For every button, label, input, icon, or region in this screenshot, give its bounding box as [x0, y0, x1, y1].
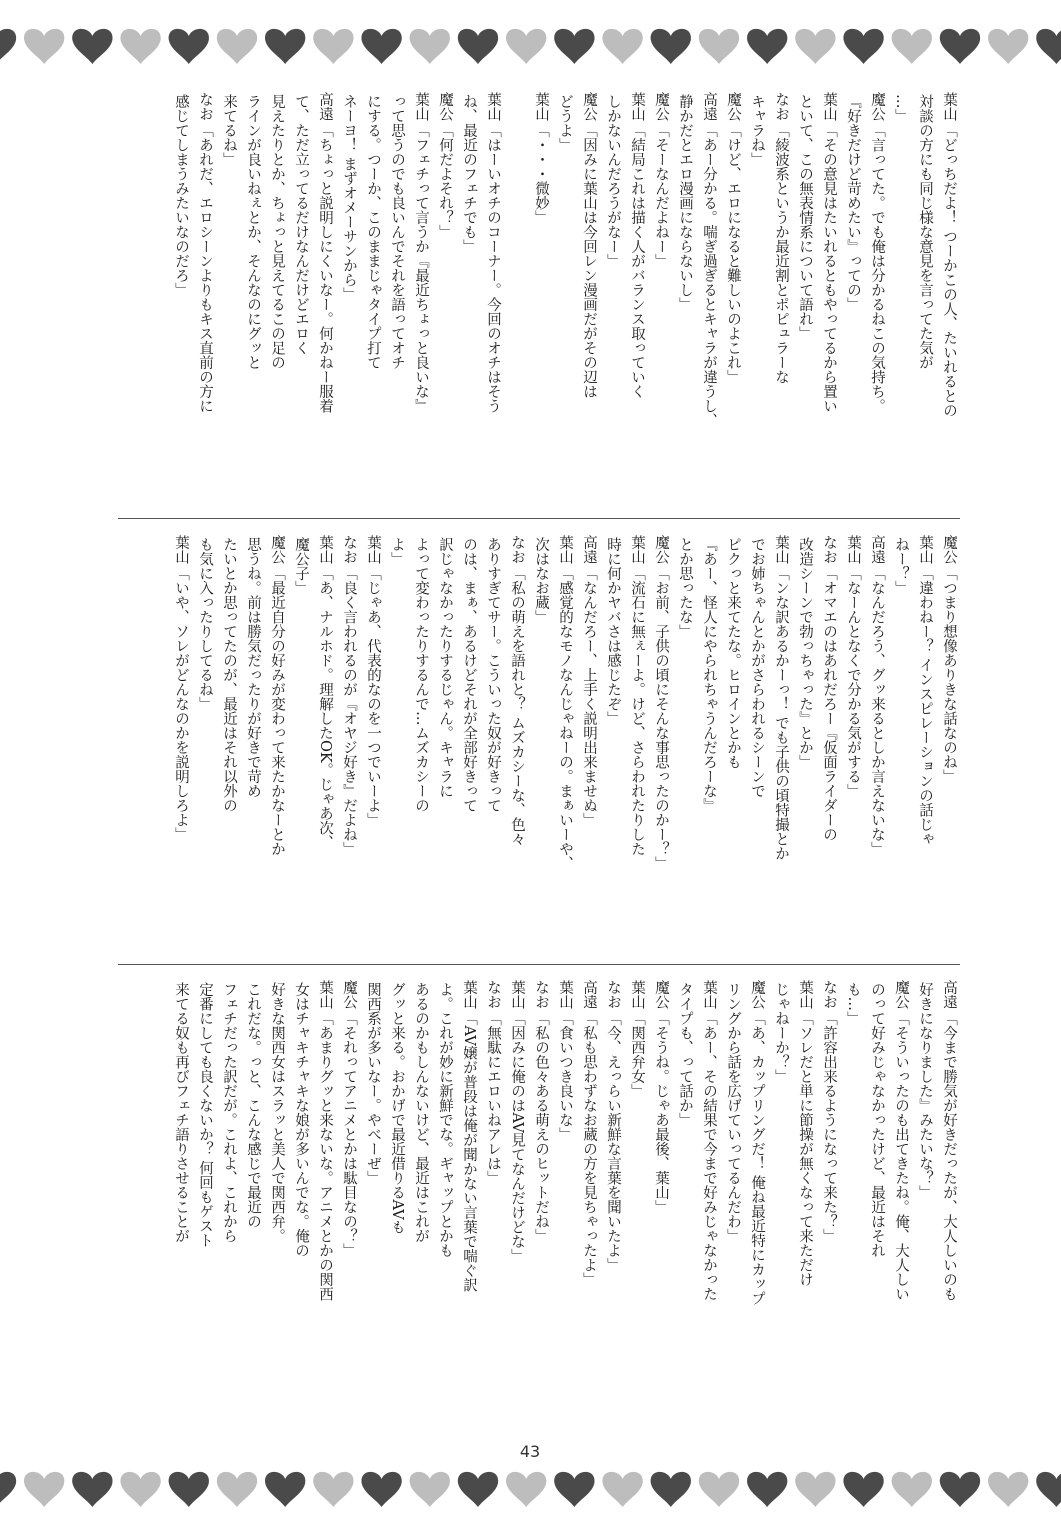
dialogue-line	[482, 535, 504, 947]
dialogue-text: 「どっちだよ！ つーかこの人、たいれるとの	[941, 123, 957, 418]
dialogue-line	[890, 980, 912, 1420]
heart-icon	[217, 29, 257, 64]
dialogue-line	[530, 980, 552, 1420]
dialogue-line	[410, 535, 432, 947]
dialogue-line	[530, 92, 552, 504]
speaker-name: 葉山	[413, 92, 429, 121]
dialogue-text: 「その意見はたいれるともやってるから置い	[821, 123, 837, 413]
dialogue-line	[770, 535, 792, 947]
dialogue-line	[674, 535, 696, 947]
speaker-name: 魔公	[437, 92, 453, 121]
dialogue-line	[242, 980, 264, 1420]
dialogue-text: も気に入ったりしてるね」	[197, 537, 213, 711]
speaker-name: 魔公	[749, 980, 765, 1009]
speaker-name: 葉山	[485, 92, 501, 121]
dialogue-text: 「良く言われるのが『オヤジ好き』だよね」	[341, 566, 357, 856]
dialogue-text: 「お前、子供の頃にそんな事思ったのかー？」	[653, 566, 669, 871]
dialogue-line	[818, 980, 840, 1420]
dialogue-line	[746, 92, 768, 504]
heart-icon	[506, 29, 546, 64]
dialogue-text: 「はーいオチのコーナー。今回のオチはそう	[485, 123, 501, 413]
dialogue-line	[842, 980, 864, 1420]
dialogue-text: 「オマエのはあれだろー『仮面ライダーの	[821, 566, 837, 842]
dialogue-text: タイプも、って話か」	[677, 982, 693, 1127]
heart-icon	[699, 29, 739, 64]
speaker-name: なお	[533, 980, 549, 1009]
speaker-name: 葉山	[461, 980, 477, 1009]
heart-icon	[651, 1472, 691, 1507]
dialogue-line	[914, 980, 936, 1420]
heart-icon	[506, 1472, 546, 1507]
speaker-name: 葉山	[557, 535, 573, 564]
dialogue-text: って思うのでも良いんでそれを語ってオチ	[389, 94, 405, 370]
dialogue-text: ネーヨ！ まずオメーサンから」	[341, 94, 357, 302]
heart-icon	[217, 1472, 257, 1507]
dialogue-text: のって好みじゃなかったけど、最近はそれ	[869, 982, 885, 1258]
dialogue-text: ピクっと来てたな。ヒロインとかも	[725, 537, 741, 769]
dialogue-text: 「あ、ナルホド。理解したOK。じゃあ次、	[317, 566, 333, 850]
speaker-name: なお	[773, 92, 789, 121]
dialogue-text: 「じゃあ、代表的なのを一つでいーよ」	[365, 566, 381, 827]
dialogue-text: 魔公子」	[293, 537, 309, 595]
dialogue-line	[938, 535, 960, 947]
dialogue-text: 女はチャキチャキな娘が多いんでな。俺の	[293, 982, 309, 1258]
speaker-name: 葉山	[629, 980, 645, 1009]
dialogue-line	[506, 980, 528, 1420]
heart-icon	[72, 1472, 112, 1507]
speaker-name: 魔公	[869, 92, 885, 121]
dialogue-line	[194, 92, 216, 504]
speaker-name: 魔公	[269, 535, 285, 564]
dialogue-text: とか思ったな」	[677, 537, 693, 639]
speaker-name: 高遠	[317, 92, 333, 121]
dialogue-line	[266, 535, 288, 947]
heart-icon	[410, 29, 450, 64]
speaker-name: 魔公	[653, 980, 669, 1009]
dialogue-line	[314, 92, 336, 504]
dialogue-text: 感じてしまうみたいなのだろ」	[173, 94, 189, 297]
dialogue-line	[938, 92, 960, 504]
dialogue-line	[554, 92, 576, 504]
dialogue-block-3	[112, 980, 960, 1420]
dialogue-text: 見えたりとか、ちょっと見えてるこの足の	[269, 94, 285, 370]
dialogue-line	[602, 535, 624, 947]
speaker-name: 魔公	[725, 92, 741, 121]
dialogue-line	[650, 980, 672, 1420]
dialogue-line	[290, 980, 312, 1420]
speaker-name: なお	[485, 980, 501, 1009]
dialogue-line	[674, 92, 696, 504]
speaker-name: なお	[509, 535, 525, 564]
dialogue-text: 「食いつき良いな」	[557, 1011, 573, 1142]
heart-icon	[602, 1472, 642, 1507]
dialogue-text: 関西系が多いなー。やべーぜ」	[365, 982, 381, 1185]
section-divider	[118, 518, 960, 519]
dialogue-line	[218, 535, 240, 947]
dialogue-line	[842, 535, 864, 947]
dialogue-text: 「私の色々ある萌えのヒットだね」	[533, 1011, 549, 1243]
dialogue-line	[362, 980, 384, 1420]
dialogue-text: 『好きだけど苛めたい』っての」	[845, 94, 861, 312]
dialogue-text: ね、最近のフェチでも」	[461, 94, 477, 254]
dialogue-text: 「無駄にエロいねアレは」	[485, 1011, 501, 1185]
dialogue-text: 「何だよそれ？」	[437, 123, 453, 239]
heart-icon	[988, 29, 1028, 64]
dialogue-line	[434, 980, 456, 1420]
dialogue-line	[338, 92, 360, 504]
heart-icon	[0, 29, 16, 64]
heart-icon	[120, 29, 160, 64]
dialogue-line	[170, 535, 192, 947]
speaker-name: 葉山	[317, 980, 333, 1009]
speaker-name: 魔公	[941, 535, 957, 564]
speaker-name: 高遠	[701, 92, 717, 121]
heart-border-bottom	[0, 1465, 1061, 1513]
dialogue-line	[338, 535, 360, 947]
dialogue-line	[698, 92, 720, 504]
dialogue-text: フェチだった訳だが。これよ、これから	[221, 982, 237, 1243]
dialogue-line	[410, 92, 432, 504]
dialogue-text: 「なんだろう、グッ来るとしか言えないな」	[869, 566, 885, 856]
speaker-name: なお	[197, 92, 213, 121]
dialogue-block-1	[112, 92, 960, 504]
speaker-name: 高遠	[581, 535, 597, 564]
dialogue-text: …」	[893, 94, 909, 123]
heart-icon	[940, 29, 980, 64]
dialogue-text: 定番にしても良くないか？ 何回もゲスト	[197, 982, 213, 1248]
dialogue-text: 「因みに俺のはAV見てなんだけどな」	[509, 1011, 525, 1264]
dialogue-line	[434, 535, 456, 947]
dialogue-text: どうよ」	[557, 94, 573, 152]
speaker-name: 葉山	[533, 92, 549, 121]
speaker-name: 葉山	[941, 92, 957, 121]
dialogue-line	[266, 92, 288, 504]
heart-icon	[651, 29, 691, 64]
speaker-name: 魔公	[893, 980, 909, 1009]
dialogue-text: 「なーんとなくで分かる気がする」	[845, 566, 861, 798]
section-divider	[118, 964, 960, 965]
dialogue-line	[242, 92, 264, 504]
dialogue-text: 「あまりグッと来ないな。アニメとかの関西	[317, 1011, 333, 1301]
dialogue-line	[650, 92, 672, 504]
speaker-name: なお	[341, 535, 357, 564]
dialogue-line	[578, 980, 600, 1420]
dialogue-text: 「言ってた。でも俺は分かるねこの気持ち。	[869, 123, 885, 413]
speaker-name: 葉山	[629, 535, 645, 564]
dialogue-line	[482, 92, 504, 504]
dialogue-line	[818, 92, 840, 504]
dialogue-text: 「結局これは描く人がバランス取っていく	[629, 123, 645, 399]
dialogue-text: 「あー分かる。喘ぎ過ぎるとキャラが違うし、	[701, 123, 717, 428]
dialogue-line	[386, 92, 408, 504]
dialogue-text: グッと来る。おかげで最近借りるAVも	[389, 982, 405, 1235]
dialogue-line	[890, 92, 912, 504]
dialogue-line	[506, 92, 528, 504]
dialogue-line	[794, 92, 816, 504]
dialogue-text: よ」	[389, 537, 405, 566]
dialogue-line	[866, 980, 888, 1420]
dialogue-text: 「けど、エロになると難しいのよこれ」	[725, 123, 741, 384]
speaker-name: 葉山	[509, 980, 525, 1009]
dialogue-text: キャラね」	[749, 94, 765, 167]
dialogue-line	[242, 535, 264, 947]
heart-icon	[265, 29, 305, 64]
dialogue-text: のは、まぁ、あるけどそれが全部好きって	[461, 537, 477, 813]
heart-icon	[747, 1472, 787, 1507]
dialogue-text: 「因みに葉山は今回レン漫画だがその辺は	[581, 123, 597, 399]
heart-icon	[169, 1472, 209, 1507]
dialogue-line	[722, 535, 744, 947]
dialogue-line	[890, 535, 912, 947]
heart-icon	[313, 29, 353, 64]
dialogue-line	[578, 535, 600, 947]
dialogue-text: あるのかもしんないけど、最近はこれが	[413, 982, 429, 1243]
dialogue-text: 「そうね。じゃあ最後、葉山」	[653, 1011, 669, 1214]
dialogue-text: 「綾波系というか最近割とポピュラーな	[773, 123, 789, 384]
dialogue-text: といて、この無表情系について語れ」	[797, 94, 813, 341]
heart-icon	[843, 1472, 883, 1507]
heart-icon	[0, 1472, 16, 1507]
dialogue-line	[698, 980, 720, 1420]
dialogue-line	[218, 980, 240, 1420]
dialogue-line	[626, 535, 648, 947]
heart-icon	[747, 29, 787, 64]
dialogue-text: 思うね。前は勝気だったりが好きで苛め	[245, 537, 261, 798]
dialogue-text: 「あ、カップリングだ！ 俺ね最近特にカップ	[749, 1011, 765, 1306]
heart-icon	[554, 29, 594, 64]
dialogue-text: 「今、えっらい新鮮な言葉を聞いたよ」	[605, 1011, 621, 1272]
dialogue-line	[794, 535, 816, 947]
dialogue-text: 「関西弁女」	[629, 1011, 645, 1098]
dialogue-line	[914, 535, 936, 947]
heart-icon	[120, 1472, 160, 1507]
heart-icon	[265, 1472, 305, 1507]
dialogue-line	[626, 980, 648, 1420]
dialogue-text: 「ソレだと単に節操が無くなって来ただけ	[797, 1011, 813, 1287]
dialogue-line	[770, 92, 792, 504]
speaker-name: 葉山	[701, 980, 717, 1009]
dialogue-line	[506, 535, 528, 947]
dialogue-text: 「許容出来るようになって来た？」	[821, 1011, 837, 1243]
dialogue-line	[482, 980, 504, 1420]
speaker-name: 葉山	[365, 535, 381, 564]
heart-icon	[361, 1472, 401, 1507]
dialogue-line	[194, 980, 216, 1420]
speaker-name: なお	[821, 980, 837, 1009]
dialogue-line	[458, 92, 480, 504]
dialogue-line	[410, 980, 432, 1420]
dialogue-text: 来てる奴も再びフェチ語りさせることが	[173, 982, 189, 1243]
heart-icon	[699, 1472, 739, 1507]
dialogue-line	[602, 980, 624, 1420]
dialogue-text: リングから話を広げていってるんだわ」	[725, 982, 741, 1243]
dialogue-text: 来てるね」	[221, 94, 237, 167]
heart-icon	[313, 1472, 353, 1507]
dialogue-line	[170, 92, 192, 504]
dialogue-line	[674, 980, 696, 1420]
dialogue-text: 「そういったのも出てきたね。俺、大人しい	[893, 1011, 909, 1301]
dialogue-line	[938, 980, 960, 1420]
dialogue-line	[866, 92, 888, 504]
dialogue-line	[626, 92, 648, 504]
heart-icon	[458, 1472, 498, 1507]
dialogue-text: たいとか思ってたのが、最近はそれ以外の	[221, 537, 237, 813]
speaker-name: 高遠	[941, 980, 957, 1009]
dialogue-block-2	[112, 535, 960, 947]
dialogue-text: 訳じゃなかったりするじゃん。キャラに	[437, 537, 453, 798]
dialogue-line	[746, 980, 768, 1420]
dialogue-text: も…」	[845, 982, 861, 1026]
dialogue-text: よ。これが妙に新鮮でな。ギャップとかも	[437, 982, 453, 1258]
dialogue-line	[554, 980, 576, 1420]
page-number: 43	[519, 1442, 541, 1461]
dialogue-text: 「それってアニメとかは駄目なの？」	[341, 1011, 357, 1258]
dialogue-line	[338, 980, 360, 1420]
dialogue-text: 「つまり想像ありきな話なのね」	[941, 566, 957, 784]
speaker-name: 葉山	[317, 535, 333, 564]
speaker-name: 魔公	[341, 980, 357, 1009]
dialogue-text: 『あー、怪人にやられちゃうんだろーな』	[701, 537, 717, 813]
dialogue-line	[578, 92, 600, 504]
dialogue-line	[530, 535, 552, 947]
dialogue-text: 次はなお蔵」	[533, 537, 549, 624]
speaker-name: 葉山	[821, 92, 837, 121]
dialogue-text: 「最近自分の好みが変わって来たかなーとか	[269, 566, 285, 856]
heart-icon	[795, 29, 835, 64]
speaker-name: 葉山	[629, 92, 645, 121]
dialogue-line	[602, 92, 624, 504]
dialogue-line	[794, 980, 816, 1420]
heart-icon	[940, 1472, 980, 1507]
speaker-name: 魔公	[653, 92, 669, 121]
dialogue-text: 「流石に無ぇーよ。けど、さらわれたりした	[629, 566, 645, 856]
speaker-name: 魔公	[581, 92, 597, 121]
dialogue-line	[746, 535, 768, 947]
dialogue-line	[290, 92, 312, 504]
speaker-name: 葉山	[557, 980, 573, 1009]
dialogue-text: 「・・・微妙」	[533, 123, 549, 225]
dialogue-text: 改造シーンで勃っちゃった』とか」	[797, 537, 813, 769]
dialogue-text: 静かだとエロ漫画にならないし」	[677, 94, 693, 312]
dialogue-text: 時に何かヤバさは感じたぞ」	[605, 537, 621, 726]
heart-icon	[843, 29, 883, 64]
dialogue-line	[866, 535, 888, 947]
dialogue-text: 対談の方にも同じ様な意見を言ってた気が	[917, 94, 933, 370]
heart-border-top	[0, 22, 1061, 70]
dialogue-line	[362, 92, 384, 504]
dialogue-text: でお姉ちゃんとかがさらわれるシーンで	[749, 537, 765, 798]
dialogue-text: ラインが良いねぇとか、そんなのにグッと	[245, 94, 261, 370]
dialogue-line	[314, 980, 336, 1420]
dialogue-line	[818, 535, 840, 947]
dialogue-text: これだな。っと、こんな感じで最近の	[245, 982, 261, 1229]
dialogue-line	[362, 535, 384, 947]
dialogue-line	[386, 980, 408, 1420]
speaker-name: 高遠	[869, 535, 885, 564]
dialogue-text: 好きになりました』みたいな？」	[917, 982, 933, 1200]
heart-icon	[1036, 29, 1061, 64]
dialogue-text: 「今まで勝気が好きだったが、大人しいのも	[941, 1011, 957, 1301]
heart-icon	[410, 1472, 450, 1507]
dialogue-text: 「ちょっと説明しにくいなー。何かねー服着	[317, 123, 333, 413]
heart-icon	[892, 1472, 932, 1507]
dialogue-line	[194, 535, 216, 947]
dialogue-line	[842, 92, 864, 504]
speaker-name: 葉山	[845, 535, 861, 564]
speaker-name: 葉山	[917, 535, 933, 564]
dialogue-text: よって変わったりするんで…ムズカシーの	[413, 537, 429, 813]
heart-icon	[169, 29, 209, 64]
speaker-name: なお	[821, 535, 837, 564]
dialogue-text: て、ただ立ってるだけなんだけどエロく	[293, 94, 309, 355]
dialogue-text: 「AV嬢が普段は俺が聞かない言葉で喘ぐ訳	[461, 1011, 477, 1293]
dialogue-line	[722, 92, 744, 504]
dialogue-text: ねー？」	[893, 537, 909, 595]
heart-icon	[554, 1472, 594, 1507]
dialogue-text: 「あー、その結果で今まで好みじゃなかった	[701, 1011, 717, 1301]
dialogue-text: 「違わねー？ インスピレーションの話じゃ	[917, 566, 933, 847]
dialogue-text: ありすぎてサー。こういった奴が好きって	[485, 537, 501, 813]
dialogue-line	[386, 535, 408, 947]
speaker-name: 葉山	[173, 535, 189, 564]
dialogue-line	[434, 92, 456, 504]
dialogue-line	[170, 980, 192, 1420]
speaker-name: 高遠	[581, 980, 597, 1009]
heart-icon	[795, 1472, 835, 1507]
heart-icon	[458, 29, 498, 64]
dialogue-text: 「私の萌えを語れと？ ムズカシーな、色々	[509, 566, 525, 847]
dialogue-text: じゃねーか？」	[773, 982, 789, 1084]
dialogue-line	[770, 980, 792, 1420]
dialogue-text: 「あれだ、エロシーンよりもキス直前の方に	[197, 123, 213, 413]
dialogue-text: 「感覚的なモノなんじゃねーの。まぁいーや、	[557, 566, 573, 871]
dialogue-line	[458, 535, 480, 947]
dialogue-line	[458, 980, 480, 1420]
dialogue-text: にする。つーか、このままじゃタイプ打て	[365, 94, 381, 370]
dialogue-line	[698, 535, 720, 947]
dialogue-line	[290, 535, 312, 947]
dialogue-text: 「そーなんだよねー」	[653, 123, 669, 268]
heart-icon	[72, 29, 112, 64]
speaker-name: 魔公	[653, 535, 669, 564]
dialogue-line	[266, 980, 288, 1420]
heart-icon	[892, 29, 932, 64]
speaker-name: 葉山	[797, 980, 813, 1009]
dialogue-text: 「なんだろー、上手く説明出来ませぬ」	[581, 566, 597, 827]
dialogue-text: しかないんだろうがなー」	[605, 94, 621, 268]
dialogue-text: 「フェチって言うか『最近ちょっと良いな』	[413, 123, 429, 413]
heart-icon	[602, 29, 642, 64]
dialogue-text: 「私も思わずなお蔵の方を見ちゃったよ」	[581, 1011, 597, 1287]
dialogue-text: 「ンな訳あるかーっ！ でも子供の頃特撮とか	[773, 566, 789, 861]
dialogue-text: 好きな関西女はスラッと美人で関西弁。	[269, 982, 285, 1243]
dialogue-text: 「いや、ソレがどんなのかを説明しろよ」	[173, 566, 189, 842]
speaker-name: 葉山	[773, 535, 789, 564]
dialogue-line	[218, 92, 240, 504]
speaker-name: なお	[605, 980, 621, 1009]
heart-icon	[24, 1472, 64, 1507]
dialogue-line	[914, 92, 936, 504]
dialogue-line	[554, 535, 576, 947]
heart-icon	[361, 29, 401, 64]
dialogue-line	[650, 535, 672, 947]
dialogue-line	[314, 535, 336, 947]
heart-icon	[988, 1472, 1028, 1507]
heart-icon	[24, 29, 64, 64]
dialogue-line	[722, 980, 744, 1420]
heart-icon	[1036, 1472, 1061, 1507]
